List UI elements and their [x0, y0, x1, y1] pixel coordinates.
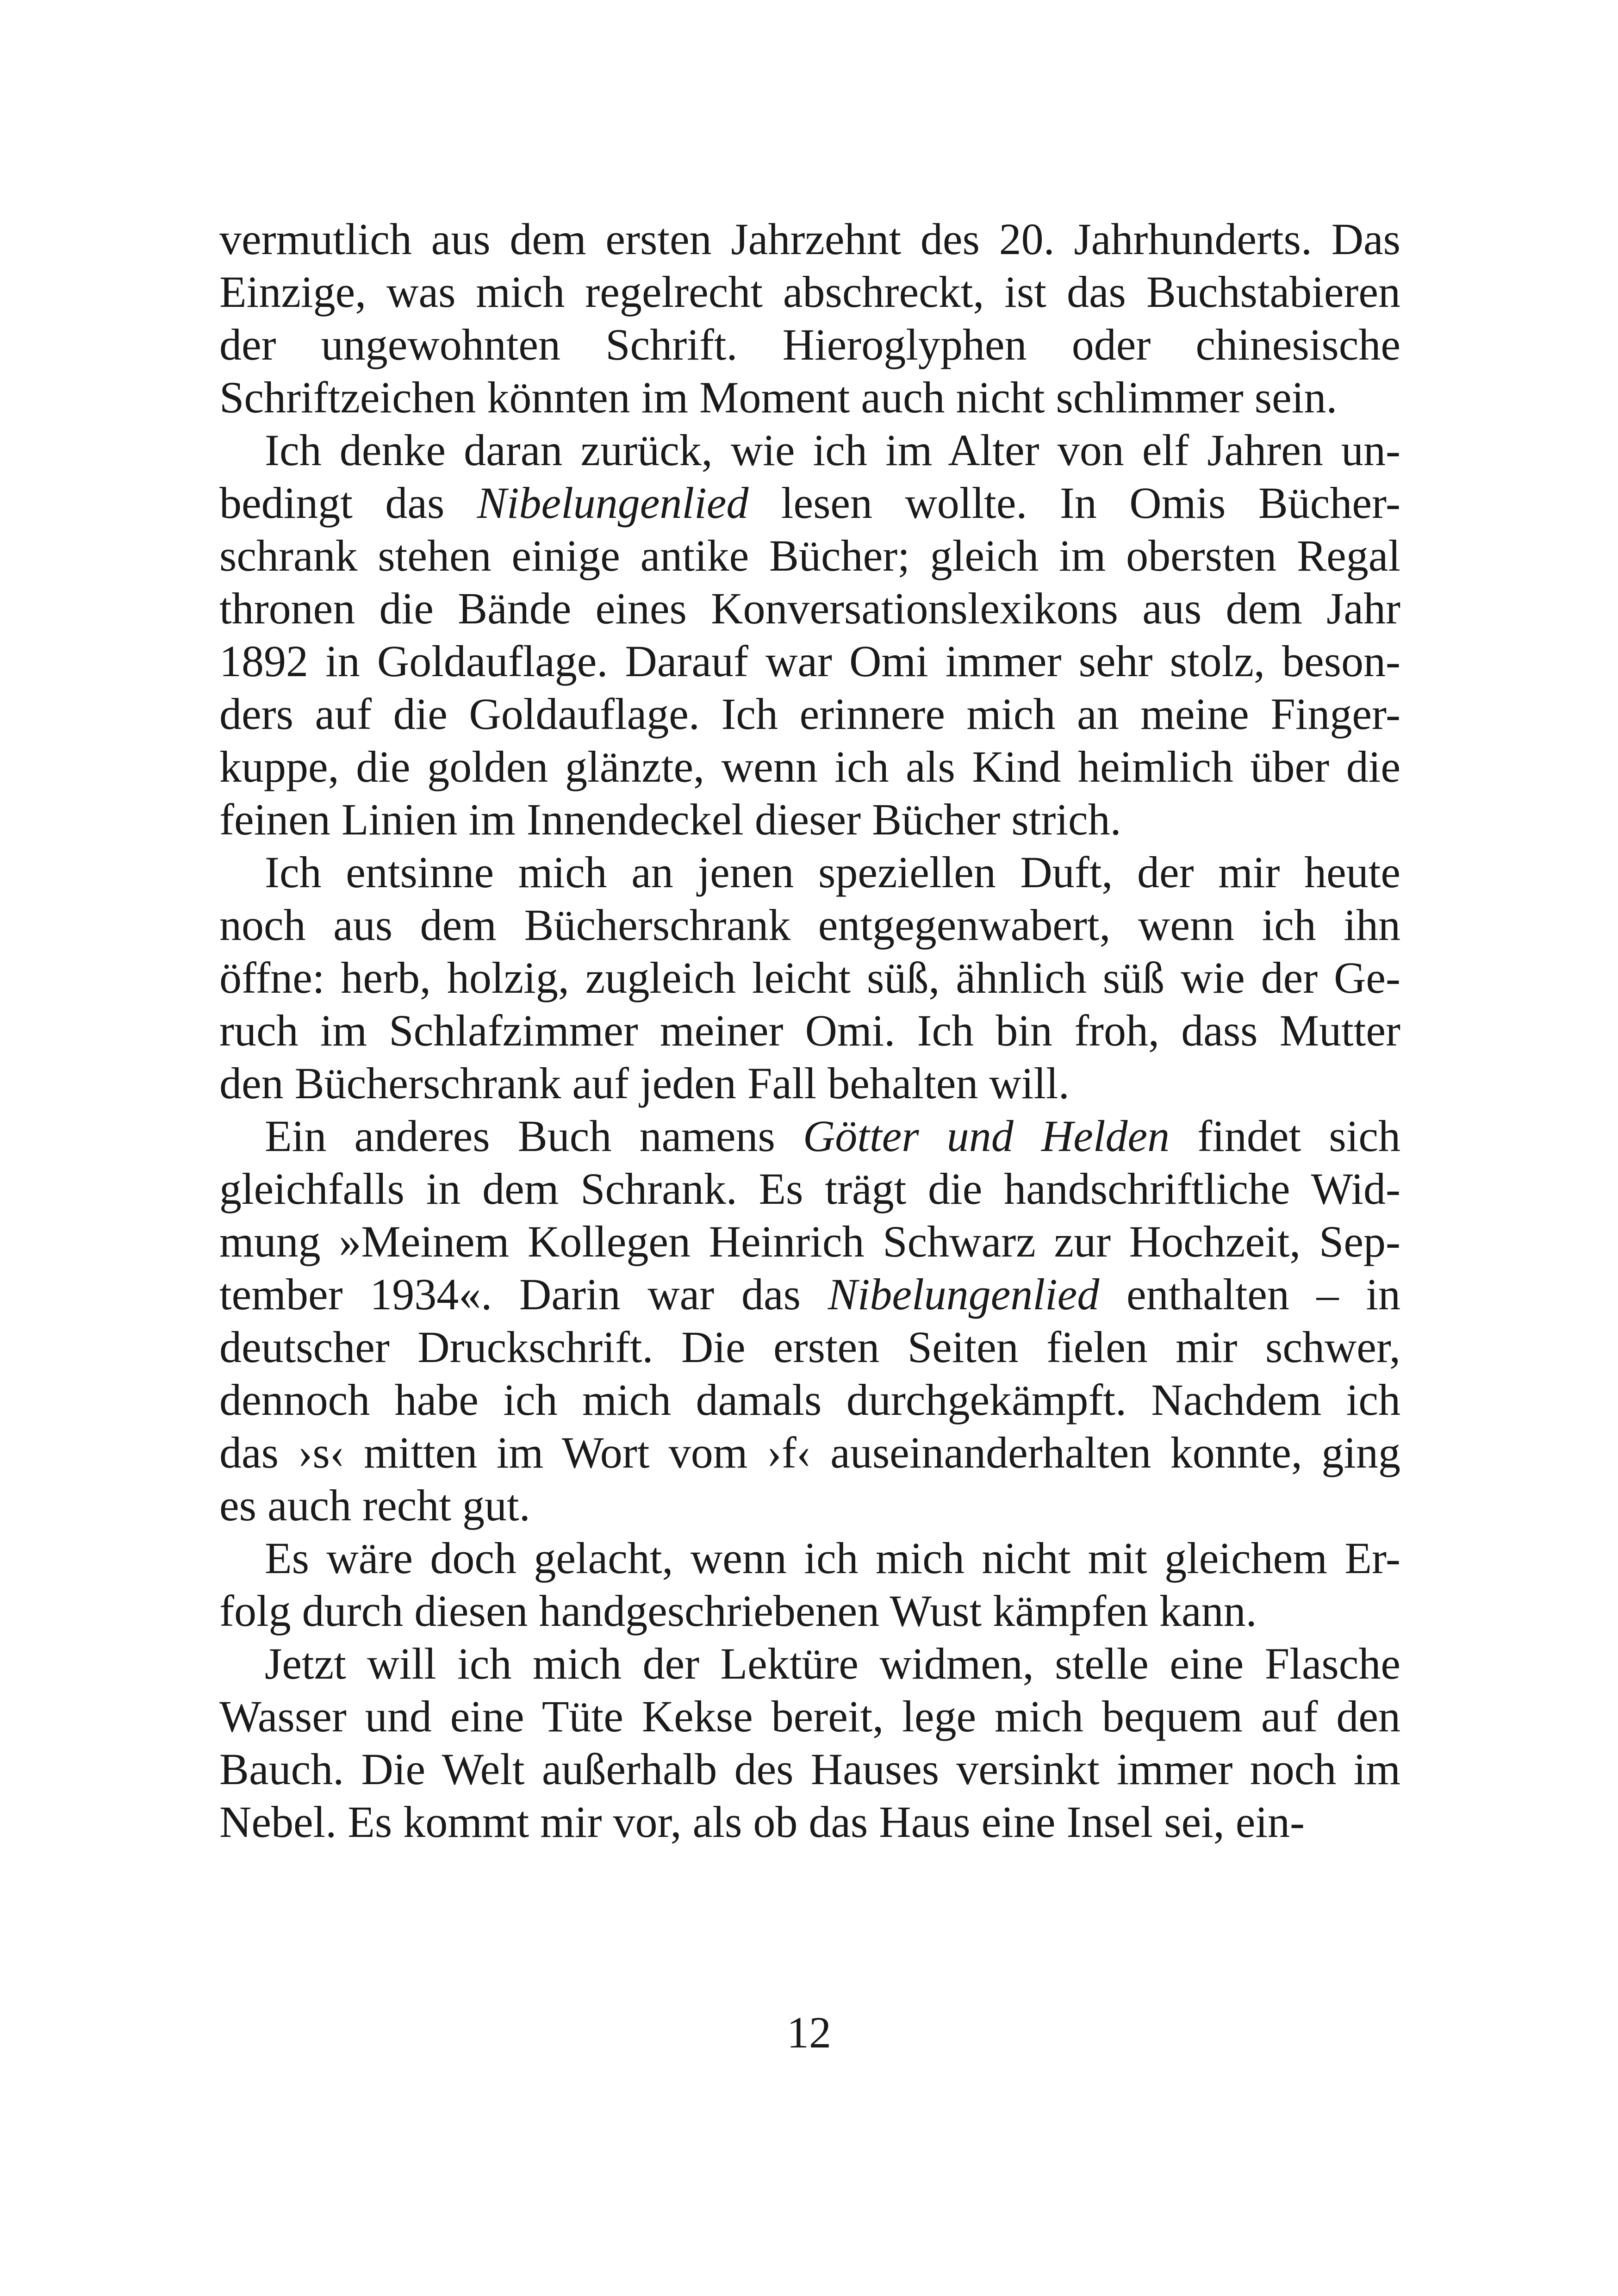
text-line: [219, 477, 1400, 529]
text-run: Nebel. Es kommt mir vor, als ob das Haus eine Insel sei, ein-: [219, 1797, 1305, 1847]
italic-title: Götter und Helden: [803, 1111, 1170, 1161]
text-run: Ich entsinne mich an jenen speziellen Duft, der mir heute: [265, 847, 1400, 897]
text-run: Ein anderes Buch namens: [265, 1111, 803, 1161]
text-line: [219, 1637, 1400, 1690]
text-run: Es wäre doch gelacht, wenn ich mich nicht mit gleichem Er-: [265, 1533, 1400, 1583]
text-line: [219, 582, 1400, 635]
text-run: findet sich: [1170, 1111, 1401, 1161]
paragraph: [219, 213, 1400, 424]
text-line: [219, 424, 1400, 477]
italic-title: Nibelungenlied: [828, 1269, 1100, 1319]
text-run: Ich denke daran zurück, wie ich im Alter von elf Jahren un-: [265, 425, 1400, 475]
text-run: dennoch habe ich mich damals durchgekämpft. Nachdem ich: [219, 1375, 1400, 1425]
text-line: [219, 1532, 1400, 1585]
text-run: es auch recht gut.: [219, 1481, 530, 1530]
text-line: [219, 740, 1400, 793]
text-line: [219, 1796, 1400, 1848]
text-line: [219, 635, 1400, 688]
text-run: vermutlich aus dem ersten Jahrzehnt des 20. Jahrhunderts. Das: [219, 214, 1400, 264]
paragraph: [219, 1637, 1400, 1848]
text-run: das ›s‹ mitten im Wort vom ›f‹ auseinanderhalten konnte, ging: [219, 1428, 1400, 1477]
text-line: [219, 1426, 1400, 1479]
text-run: 1892 in Goldauflage. Darauf war Omi immer sehr stolz, beson-: [219, 636, 1400, 686]
text-run: feinen Linien im Innendeckel dieser Bücher strich.: [219, 795, 1121, 844]
text-run: Einzige, was mich regelrecht abschreckt, ist das Buchstabieren: [219, 267, 1400, 317]
text-line: [219, 1057, 1400, 1110]
text-run: öffne: herb, holzig, zugleich leicht süß, ähnlich süß wie der Ge-: [219, 953, 1400, 1002]
text-line: [219, 1215, 1400, 1268]
paragraph: [219, 1110, 1400, 1532]
italic-title: Nibelungenlied: [477, 478, 749, 528]
text-line: [219, 371, 1400, 424]
text-line: [219, 1004, 1400, 1057]
text-run: tember 1934«. Darin war das: [219, 1269, 828, 1319]
text-run: Jetzt will ich mich der Lektüre widmen, stelle eine Flasche: [265, 1639, 1400, 1688]
text-run: schrank stehen einige antike Bücher; gleich im obersten Regal: [219, 531, 1400, 580]
paragraph: [219, 424, 1400, 846]
text-line: [219, 213, 1400, 266]
text-line: [219, 1690, 1400, 1743]
text-line: [219, 1163, 1400, 1215]
text-line: [219, 266, 1400, 318]
paragraph: [219, 1532, 1400, 1637]
text-line: [219, 899, 1400, 952]
text-run: Wasser und eine Tüte Kekse bereit, lege mich bequem auf den: [219, 1692, 1400, 1741]
paragraph: [219, 846, 1400, 1110]
text-line: [219, 1743, 1400, 1796]
text-line: [219, 1585, 1400, 1637]
text-run: kuppe, die golden glänzte, wenn ich als Kind heimlich über die: [219, 742, 1400, 791]
text-run: den Bücherschrank auf jeden Fall behalten will.: [219, 1058, 1070, 1108]
page-body: [219, 213, 1400, 1848]
text-line: [219, 952, 1400, 1004]
text-run: thronen die Bände eines Konversationslexikons aus dem Jahr: [219, 584, 1400, 633]
text-line: [219, 1479, 1400, 1532]
text-line: [219, 688, 1400, 740]
text-line: [219, 1374, 1400, 1426]
text-run: noch aus dem Bücherschrank entgegenwabert, wenn ich ihn: [219, 900, 1400, 950]
text-line: [219, 846, 1400, 899]
text-run: lesen wollte. In Omis Bücher-: [748, 478, 1400, 528]
page-number: 12: [787, 2008, 831, 2057]
text-run: bedingt das: [219, 478, 477, 528]
text-run: folg durch diesen handgeschriebenen Wust kämpfen kann.: [219, 1586, 1257, 1636]
text-line: [219, 1268, 1400, 1321]
text-run: deutscher Druckschrift. Die ersten Seiten fielen mir schwer,: [219, 1322, 1400, 1372]
text-run: Schriftzeichen könnten im Moment auch nicht schlimmer sein.: [219, 373, 1338, 422]
text-run: der ungewohnten Schrift. Hieroglyphen oder chinesische: [219, 320, 1400, 369]
text-line: [219, 793, 1400, 846]
text-run: ders auf die Goldauflage. Ich erinnere mich an meine Finger-: [219, 689, 1400, 739]
text-line: [219, 1321, 1400, 1374]
text-run: enthalten – in: [1099, 1269, 1401, 1319]
text-line: [219, 1110, 1400, 1163]
text-run: mung »Meinem Kollegen Heinrich Schwarz zur Hochzeit, Sep-: [219, 1217, 1400, 1266]
text-run: Bauch. Die Welt außerhalb des Hauses versinkt immer noch im: [219, 1744, 1400, 1794]
text-line: [219, 318, 1400, 371]
text-run: ruch im Schlafzimmer meiner Omi. Ich bin froh, dass Mutter: [219, 1006, 1400, 1055]
text-run: gleichfalls in dem Schrank. Es trägt die handschriftliche Wid-: [219, 1164, 1400, 1213]
text-line: [219, 529, 1400, 582]
